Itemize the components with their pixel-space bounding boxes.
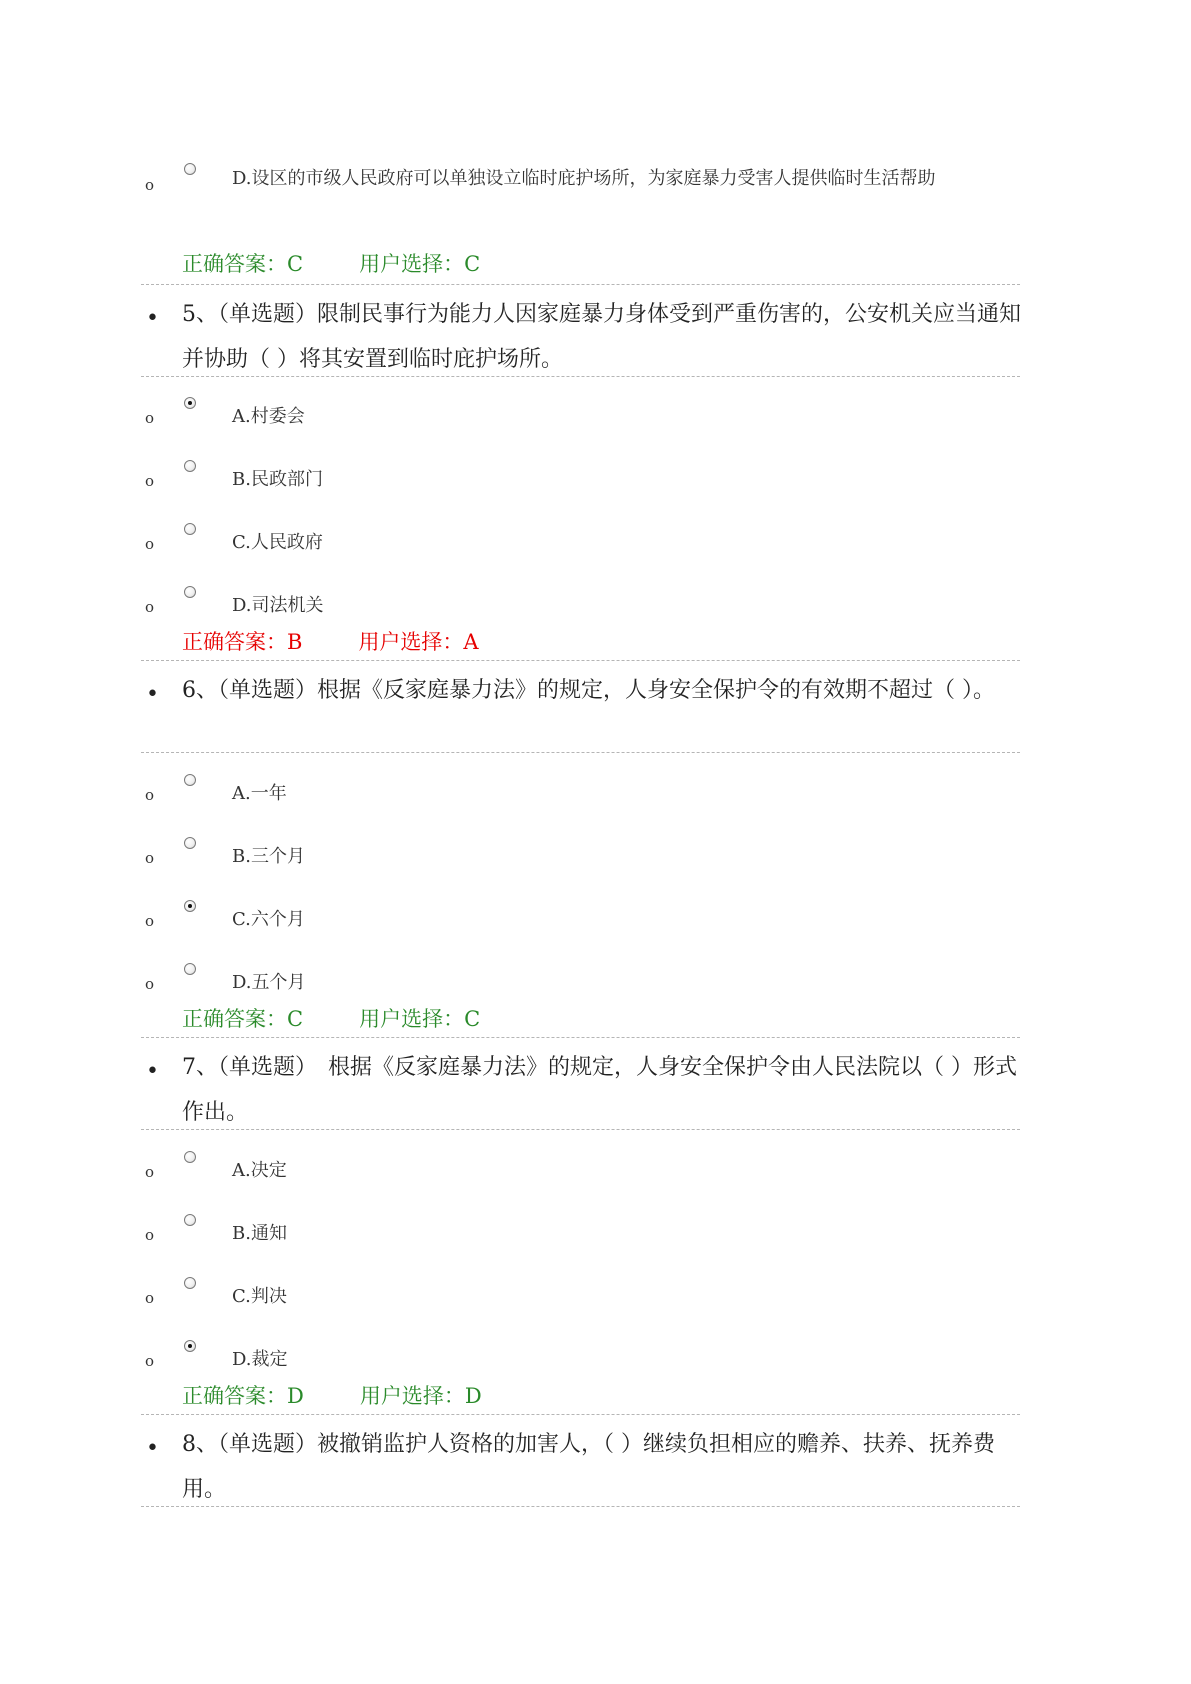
option-bullet: o [145,1226,155,1244]
radio-q5-c[interactable] [184,523,196,535]
option-bullet: o [145,535,155,553]
option-label-q5-d: D.司法机关 [232,595,324,616]
option-bullet: o [145,472,155,490]
option-bullet: o [145,1352,155,1370]
question-text-6: 6、（单选题）根据《反家庭暴力法》的规定，人身安全保护令的有效期不超过（ ）。 [182,678,995,703]
question-bullet: • [146,1059,159,1084]
radio-q6-c[interactable] [184,900,196,912]
correct-answer: 正确答案：D [182,1384,304,1408]
radio-q7-a[interactable] [184,1151,196,1163]
radio-q7-d[interactable] [184,1340,196,1352]
radio-q5-d[interactable] [184,586,196,598]
question-bullet: • [146,1436,159,1461]
correct-answer: 正确答案：C [182,252,304,276]
question-text-7: 7、（单选题） 根据《反家庭暴力法》的规定，人身安全保护令由人民法院以（ ）形式作出。 [182,1055,1017,1125]
option-label-q6-a: A.一年 [232,783,287,804]
radio-q5-b[interactable] [184,460,196,472]
user-choice: 用户选择：A [358,630,479,654]
answer-line-q4 [182,252,480,277]
option-label-q4-d: D.设区的市级人民政府可以单独设立临时庇护场所，为家庭暴力受害人提供临时生活帮助 [232,168,936,189]
radio-q6-b[interactable] [184,837,196,849]
correct-answer: 正确答案：B [182,630,303,654]
option-bullet: o [145,176,155,194]
separator [141,752,1020,753]
separator [141,376,1020,377]
separator [141,660,1020,661]
option-bullet: o [145,1163,155,1181]
correct-answer: 正确答案：C [182,1007,304,1031]
option-bullet: o [145,1289,155,1307]
question-text-5: 5、（单选题）限制民事行为能力人因家庭暴力身体受到严重伤害的，公安机关应当通知并协助（ ）将其安置到临时庇护场所。 [182,302,1021,372]
option-bullet: o [145,975,155,993]
option-bullet: o [145,912,155,930]
separator [141,1129,1020,1130]
separator [141,1037,1020,1038]
option-label-q5-c: C.人民政府 [232,532,323,553]
option-bullet: o [145,409,155,427]
radio-q6-d[interactable] [184,963,196,975]
separator [141,284,1020,285]
option-label-q6-c: C.六个月 [232,909,305,930]
user-choice: 用户选择：C [359,252,481,276]
radio-q6-a[interactable] [184,774,196,786]
answer-line-q5 [182,630,479,655]
option-bullet: o [145,849,155,867]
question-text-8: 8、（单选题）被撤销监护人资格的加害人，（ ）继续负担相应的赡养、扶养、抚养费用。 [182,1432,995,1502]
question-bullet: • [146,306,159,331]
option-label-q6-b: B.三个月 [232,846,305,867]
radio-q4-d[interactable] [184,163,196,175]
option-label-q7-a: A.决定 [232,1160,287,1181]
option-label-q7-d: D.裁定 [232,1349,288,1370]
question-bullet: • [146,682,159,707]
option-label-q6-d: D.五个月 [232,972,306,993]
option-label-q7-c: C.判决 [232,1286,287,1307]
radio-q7-c[interactable] [184,1277,196,1289]
option-label-q5-b: B.民政部门 [232,469,323,490]
separator [141,1506,1020,1507]
user-choice: 用户选择：C [359,1007,481,1031]
option-label-q7-b: B.通知 [232,1223,287,1244]
option-bullet: o [145,786,155,804]
answer-line-q6 [182,1007,480,1032]
user-choice: 用户选择：D [359,1384,482,1408]
option-label-q5-a: A.村委会 [232,406,305,427]
radio-q5-a[interactable] [184,397,196,409]
answer-line-q7 [182,1384,482,1409]
radio-q7-b[interactable] [184,1214,196,1226]
option-bullet: o [145,598,155,616]
separator [141,1414,1020,1415]
